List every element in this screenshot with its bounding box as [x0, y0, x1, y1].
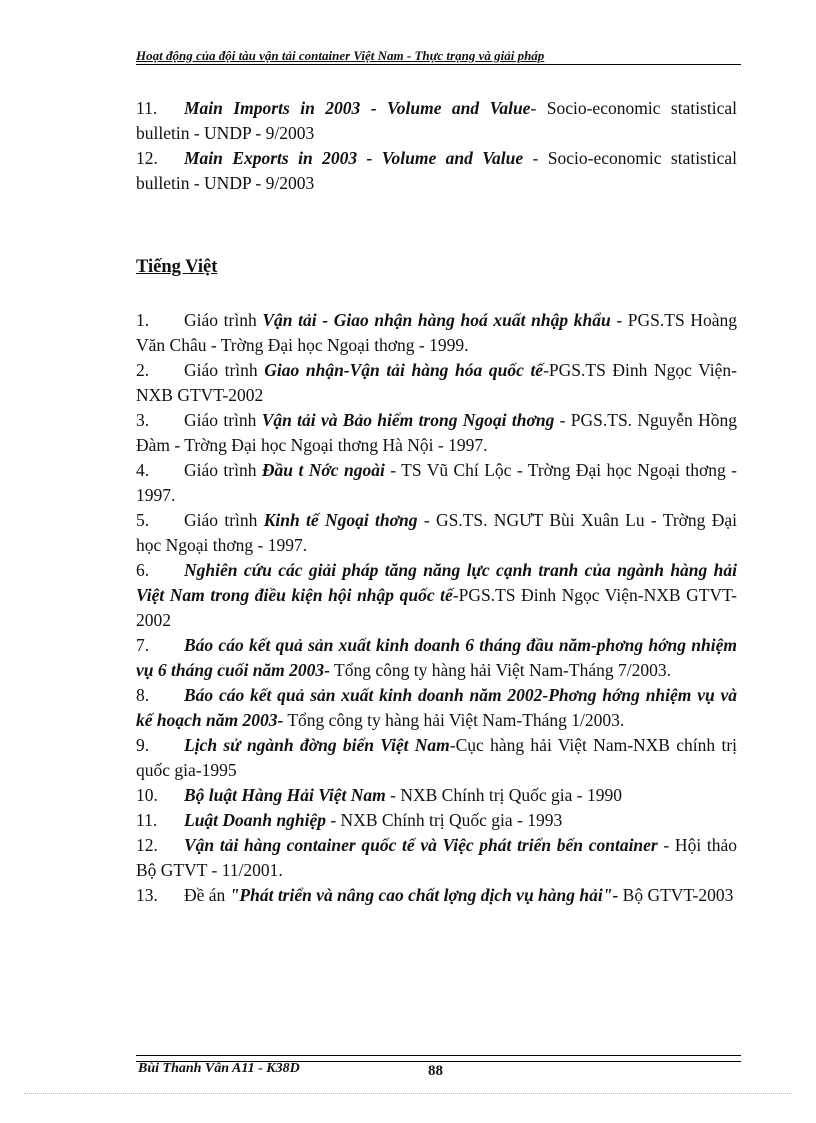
reference-prefix: Giáo trình: [184, 410, 262, 430]
footer-author: Bùi Thanh Vân A11 - K38D: [138, 1061, 300, 1076]
reference-number: 11.: [136, 98, 158, 118]
references-content: [136, 96, 737, 908]
reference-entry: [136, 833, 737, 883]
reference-details: -PGS.TS Đinh Ngọc Viện-NXB GTVT-2002: [136, 360, 737, 405]
reference-title: Luật Doanh nghiệp: [184, 810, 326, 830]
reference-number: 10.: [136, 785, 158, 805]
reference-entry: [136, 558, 737, 633]
reference-title: Giao nhận-Vận tải hàng hóa quốc tế: [264, 360, 544, 380]
reference-details: - TS Vũ Chí Lộc - Trờng Đại học Ngoại thơng - 1997.: [136, 460, 738, 505]
reference-entry: [136, 808, 737, 833]
reference-title: Main Exports in 2003 - Volume and Value: [184, 148, 524, 168]
reference-number: 8.: [136, 685, 150, 705]
reference-entry: [136, 308, 737, 358]
reference-entry: [136, 683, 737, 733]
reference-entry: [136, 508, 737, 558]
reference-number: 12.: [136, 148, 158, 168]
reference-details: -Cục hàng hải Việt Nam-NXB chính trị quốc gia-1995: [136, 735, 738, 780]
header-title: Hoạt động của đội tàu vận tải container Việt Nam - Thực trạng và giải pháp: [136, 48, 545, 63]
reference-title: Vận tải và Bảo hiểm trong Ngoại thơng: [261, 410, 555, 430]
reference-title: Báo cáo kết quả sản xuất kinh doanh năm 2002-Phơng hớng nhiệm vụ và kế hoạch năm 2003-: [136, 685, 737, 730]
reference-details: - PGS.TS Hoàng Văn Châu - Trờng Đại học Ngoại thơng - 1999.: [136, 310, 737, 355]
reference-entry: [136, 733, 737, 783]
reference-details: - NXB Chính trị Quốc gia - 1993: [325, 810, 563, 830]
reference-title: Lịch sử ngành đờng biển Việt Nam: [184, 735, 450, 755]
reference-number: 1.: [136, 310, 150, 330]
reference-number: 9.: [136, 735, 150, 755]
page-number: 88: [428, 1063, 443, 1079]
reference-title: Vận tải hàng container quốc tế và Việc phát triển bến container: [184, 835, 658, 855]
reference-prefix: Đề án: [184, 885, 230, 905]
reference-details: Tổng công ty hàng hải Việt Nam-Tháng 7/2003.: [330, 660, 671, 680]
reference-title: Đầu t Nớc ngoài: [261, 460, 385, 480]
reference-title: Vận tải - Giao nhận hàng hoá xuất nhập khẩu: [262, 310, 611, 330]
reference-number: 4.: [136, 460, 150, 480]
reference-details: - Socio-economic statistical bulletin - UNDP - 9/2003: [136, 148, 737, 193]
page-header: [136, 48, 741, 65]
reference-entry: [136, 358, 737, 408]
reference-number: 11.: [136, 810, 158, 830]
reference-prefix: Giáo trình: [184, 360, 265, 380]
reference-number: 2.: [136, 360, 150, 380]
reference-number: 13.: [136, 885, 158, 905]
page-border: [24, 1093, 792, 1094]
reference-details: - PGS.TS. Nguyễn Hồng Đàm - Trờng Đại học Ngoại thơng Hà Nội - 1997.: [136, 410, 737, 455]
reference-number: 6.: [136, 560, 150, 580]
reference-prefix: Giáo trình: [184, 460, 262, 480]
reference-entry: [136, 783, 737, 808]
reference-details: Bộ GTVT-2003: [618, 885, 734, 905]
reference-number: 7.: [136, 635, 150, 655]
reference-entry: [136, 96, 737, 146]
reference-details: - NXB Chính trị Quốc gia - 1990: [385, 785, 623, 805]
reference-title: Kinh tế Ngoại thơng: [263, 510, 418, 530]
reference-number: 3.: [136, 410, 150, 430]
reference-title: Nghiên cứu các giải pháp tăng năng lực cạnh tranh của ngành hàng hải Việt Nam trong điều kiện hội nhập quốc tế: [136, 560, 737, 605]
reference-title: Báo cáo kết quả sản xuất kinh doanh 6 tháng đầu năm-phơng hớng nhiệm vụ 6 tháng cuối năm 2003-: [136, 635, 737, 680]
reference-details: -PGS.TS Đinh Ngọc Viện-NXB GTVT-2002: [136, 585, 737, 630]
reference-entry: [136, 633, 737, 683]
reference-entry: [136, 408, 737, 458]
reference-number: 12.: [136, 835, 158, 855]
reference-prefix: Giáo trình: [184, 510, 264, 530]
reference-number: 5.: [136, 510, 150, 530]
reference-prefix: Giáo trình: [184, 310, 263, 330]
reference-title: Main Imports in 2003 - Volume and Value: [184, 98, 531, 118]
reference-title: "Phát triển và nâng cao chất lợng dịch vụ hàng hải"-: [229, 885, 619, 905]
reference-entry: [136, 883, 737, 908]
reference-details: Tổng công ty hàng hải Việt Nam-Tháng 1/2003.: [283, 710, 625, 730]
reference-details: - Hội thảo Bộ GTVT - 11/2001.: [136, 835, 737, 880]
reference-entry: [136, 146, 737, 196]
reference-entry: [136, 458, 737, 508]
reference-title: Bộ luật Hàng Hải Việt Nam: [184, 785, 386, 805]
section-title: Tiếng Việt: [136, 257, 218, 277]
reference-details: - Socio-economic statistical bulletin - UNDP - 9/2003: [136, 98, 737, 143]
reference-details: - GS.TS. NGƯT Bùi Xuân Lu - Trờng Đại học Ngoại thơng - 1997.: [136, 510, 737, 555]
